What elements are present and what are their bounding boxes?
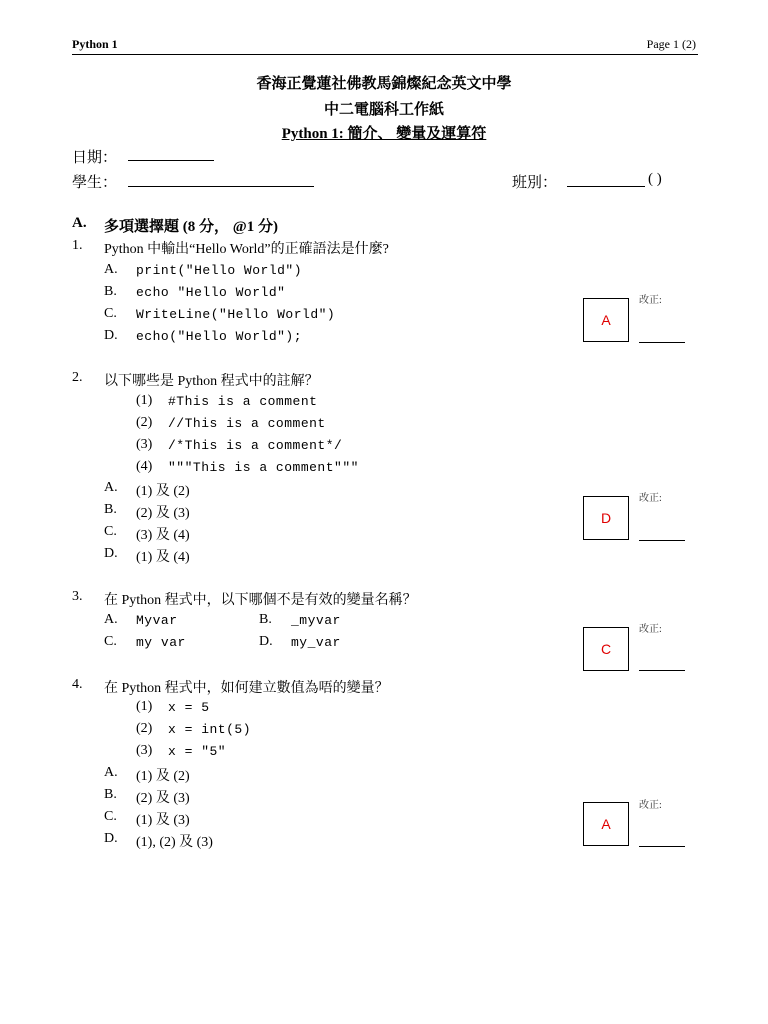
question-number: 3. [72, 589, 83, 604]
answer-box[interactable]: D [583, 496, 629, 540]
option-letter: B. [104, 787, 117, 802]
question-number: 2. [72, 370, 83, 385]
option-letter: A. [104, 765, 118, 780]
option-letter: B. [104, 502, 117, 517]
correction-label: 改正: [639, 624, 662, 635]
section-a-title: 多項選擇題 (8 分， @1 分) [104, 219, 278, 235]
question-text: 在 Python 程式中，以下哪個不是有效的變量名稱？ [104, 593, 417, 608]
option-text: my_var [291, 635, 341, 650]
option-text: echo("Hello World"); [136, 329, 303, 344]
option-text: (3) 及 (4) [136, 528, 190, 543]
statement-code: x = 5 [168, 700, 210, 715]
answer-box[interactable]: C [583, 627, 629, 671]
topic-title: Python 1: 簡介、 變量及運算符 [281, 126, 487, 142]
correction-label: 改正: [639, 800, 662, 811]
question-number: 1. [72, 238, 83, 253]
statement-number: (2) [136, 415, 153, 430]
statement-code: //This is a comment [168, 416, 326, 431]
school-name: 香海正覺蓮社佛教馬錦燦紀念英文中學 [256, 76, 512, 92]
option-text: (2) 及 (3) [136, 506, 190, 521]
answer-box[interactable]: A [583, 298, 629, 342]
section-a-letter: A. [72, 215, 87, 231]
statement-code: """This is a comment""" [168, 460, 359, 475]
option-letter: B. [104, 284, 117, 299]
statement-number: (2) [136, 721, 153, 736]
statement-number: (1) [136, 699, 153, 714]
option-letter: C. [104, 634, 117, 649]
statement-number: (3) [136, 743, 153, 758]
page-number: Page 1 (2) [646, 37, 696, 51]
worksheet-title: 中二電腦科工作紙 [323, 102, 444, 118]
option-text: (1) 及 (3) [136, 813, 190, 828]
statement-code: x = int(5) [168, 722, 252, 737]
class-label: 班別： [512, 175, 558, 191]
correction-field[interactable] [639, 342, 685, 343]
statement-code: /*This is a comment*/ [168, 438, 343, 453]
correction-field[interactable] [639, 540, 685, 541]
option-letter: D. [104, 831, 118, 846]
option-letter: B. [259, 612, 272, 627]
option-letter: D. [104, 328, 118, 343]
option-letter: C. [104, 306, 117, 321]
correction-field[interactable] [639, 846, 685, 847]
header-title: Python 1 [72, 37, 118, 51]
date-field[interactable] [128, 160, 214, 161]
option-text: (1) 及 (2) [136, 484, 190, 499]
question-text: 在 Python 程式中，如何建立數值為唔的變量？ [104, 681, 389, 696]
option-letter: A. [104, 262, 118, 277]
option-text: (1) 及 (4) [136, 550, 190, 565]
question-text: Python 中輸出“Hello World”的正確語法是什麼? [104, 242, 389, 257]
student-field[interactable] [128, 186, 314, 187]
answer-box[interactable]: A [583, 802, 629, 846]
option-text: WriteLine("Hello World") [136, 307, 336, 322]
option-letter: A. [104, 480, 118, 495]
question-text: 以下哪些是 Python 程式中的註解？ [104, 374, 319, 389]
statement-number: (3) [136, 437, 153, 452]
question-number: 4. [72, 677, 83, 692]
correction-label: 改正: [639, 493, 662, 504]
option-letter: C. [104, 524, 117, 539]
correction-field[interactable] [639, 670, 685, 671]
option-text: (1) 及 (2) [136, 769, 190, 784]
option-letter: A. [104, 612, 118, 627]
student-label: 學生： [72, 175, 118, 191]
statement-code: #This is a comment [168, 394, 318, 409]
class-number-field[interactable]: ( ) [648, 171, 662, 187]
date-label: 日期： [72, 150, 118, 166]
statement-number: (1) [136, 393, 153, 408]
header-rule [72, 54, 698, 55]
option-text: (1), (2) 及 (3) [136, 835, 213, 850]
option-text: my var [136, 635, 186, 650]
option-text: _myvar [291, 613, 341, 628]
option-text: Myvar [136, 613, 178, 628]
option-text: echo "Hello World" [136, 285, 286, 300]
option-text: print("Hello World") [136, 263, 303, 278]
option-letter: D. [259, 634, 273, 649]
class-field[interactable] [567, 186, 645, 187]
option-letter: C. [104, 809, 117, 824]
correction-label: 改正: [639, 295, 662, 306]
option-text: (2) 及 (3) [136, 791, 190, 806]
option-letter: D. [104, 546, 118, 561]
statement-code: x = "5" [168, 744, 227, 759]
statement-number: (4) [136, 459, 153, 474]
